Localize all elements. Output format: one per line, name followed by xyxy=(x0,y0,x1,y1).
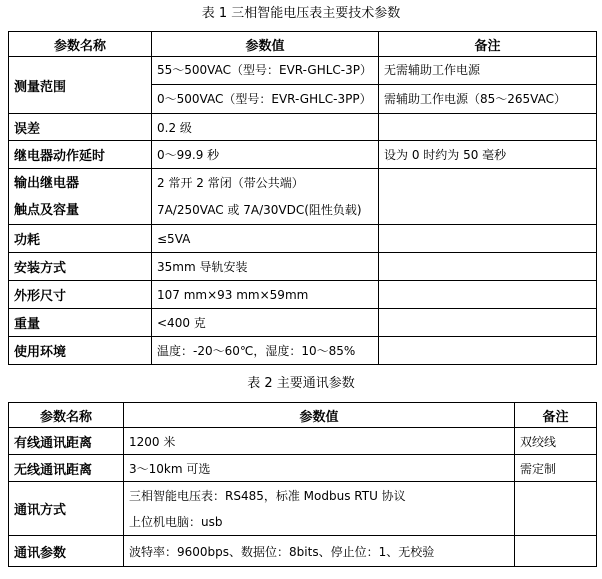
param-name-cell: 通讯方式 xyxy=(9,482,124,536)
note-cell: 需定制 xyxy=(515,455,597,482)
param-value-cell: 35mm 导轨安装 xyxy=(152,253,379,281)
param-value-cell: 3～10km 可选 xyxy=(124,455,515,482)
tech-params-table xyxy=(8,31,597,365)
header-param-name: 参数名称 xyxy=(9,32,152,57)
param-name-cell: 安装方式 xyxy=(9,253,152,281)
param-name-cell: 测量范围 xyxy=(9,57,152,114)
param-name-cell: 无线通讯距离 xyxy=(9,455,124,482)
table-row xyxy=(9,281,597,309)
param-value-cell: <400 克 xyxy=(152,309,379,337)
param-value-cell: 0～99.9 秒 xyxy=(152,141,379,169)
table-header-row xyxy=(9,32,597,57)
param-name-cell: 重量 xyxy=(9,309,152,337)
note-line: 无需辅助工作电源 xyxy=(379,57,596,85)
param-name-cell: 误差 xyxy=(9,114,152,141)
table-row xyxy=(9,57,597,114)
table-row xyxy=(9,482,597,536)
note-cell xyxy=(379,309,597,337)
note-cell xyxy=(515,536,597,567)
value-line: 2 常开 2 常闭（带公共端） xyxy=(157,175,304,190)
table-row xyxy=(9,309,597,337)
table1-caption: 表 1 三相智能电压表主要技术参数 xyxy=(201,6,401,21)
param-value-cell xyxy=(152,169,379,225)
table-row xyxy=(9,169,597,225)
header-param-name: 参数名称 xyxy=(9,403,124,428)
note-cell xyxy=(379,169,597,225)
header-note: 备注 xyxy=(379,32,597,57)
param-name-line: 输出继电器 xyxy=(14,175,80,191)
param-value-cell xyxy=(124,482,515,536)
table-header-row xyxy=(9,403,597,428)
table-row xyxy=(9,225,597,253)
table-row xyxy=(9,455,597,482)
param-value-cell: 波特率：9600bps、数据位：8bits、停止位：1、无校验 xyxy=(124,536,515,567)
table-row xyxy=(9,253,597,281)
value-line: 上位机电脑：usb xyxy=(129,514,223,529)
value-line: 三相智能电压表：RS485，标准 Modbus RTU 协议 xyxy=(129,488,406,503)
note-cell: 双绞线 xyxy=(515,428,597,455)
param-value-cell: 温度：-20～60℃，湿度：10～85% xyxy=(152,337,379,365)
note-cell xyxy=(379,57,597,114)
param-name-cell: 继电器动作延时 xyxy=(9,141,152,169)
param-name-cell: 功耗 xyxy=(9,225,152,253)
note-cell xyxy=(379,114,597,141)
comm-params-table xyxy=(8,402,597,567)
note-cell xyxy=(515,482,597,536)
table-row xyxy=(9,114,597,141)
param-value-cell: 1200 米 xyxy=(124,428,515,455)
header-param-value: 参数值 xyxy=(152,32,379,57)
note-cell xyxy=(379,281,597,309)
note-cell: 设为 0 时约为 50 毫秒 xyxy=(379,141,597,169)
table2-caption: 表 2 主要通讯参数 xyxy=(247,376,355,391)
note-line: 需辅助工作电源（85～265VAC） xyxy=(384,92,566,106)
header-note: 备注 xyxy=(515,403,597,428)
header-param-value: 参数值 xyxy=(124,403,515,428)
note-cell xyxy=(379,225,597,253)
param-name-cell: 使用环境 xyxy=(9,337,152,365)
param-value-cell: 0.2 级 xyxy=(152,114,379,141)
param-name-cell: 通讯参数 xyxy=(9,536,124,567)
note-cell xyxy=(379,253,597,281)
param-name-cell: 外形尺寸 xyxy=(9,281,152,309)
param-name-cell xyxy=(9,169,152,225)
param-value-cell: 107 mm×93 mm×59mm xyxy=(152,281,379,309)
table-row xyxy=(9,337,597,365)
value-line: 7A/250VAC 或 7A/30VDC(阻性负载) xyxy=(157,202,362,217)
param-name-line: 触点及容量 xyxy=(14,202,80,218)
param-value-cell xyxy=(152,57,379,114)
table-row xyxy=(9,141,597,169)
param-value-cell: ≤5VA xyxy=(152,225,379,253)
table-row xyxy=(9,428,597,455)
param-name-cell: 有线通讯距离 xyxy=(9,428,124,455)
note-cell xyxy=(379,337,597,365)
value-line: 55～500VAC（型号：EVR-GHLC-3P） xyxy=(152,57,378,85)
value-line: 0～500VAC（型号：EVR-GHLC-3PP） xyxy=(157,92,372,106)
table-row xyxy=(9,536,597,567)
